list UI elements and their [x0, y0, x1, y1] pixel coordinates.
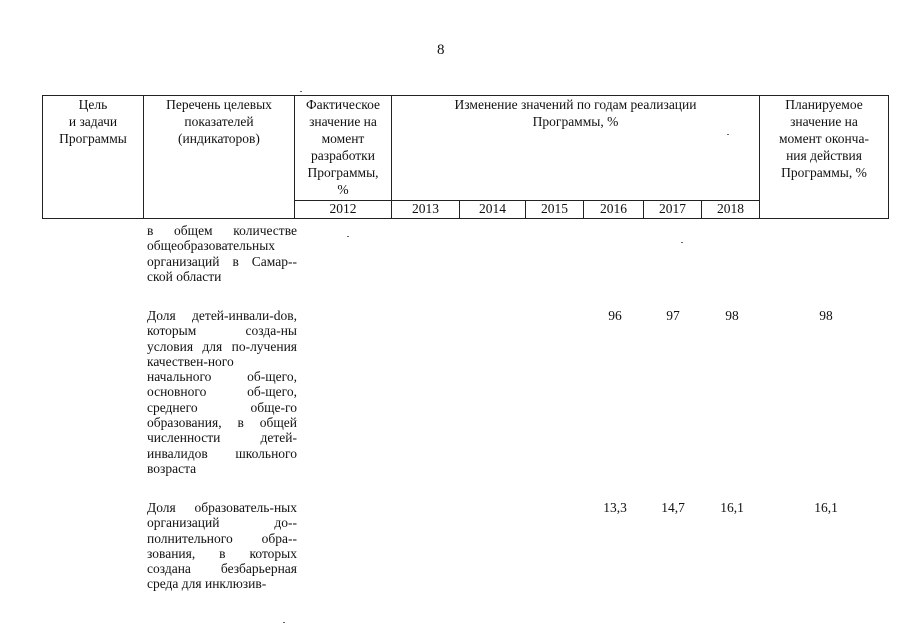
row-indicator-text: Доля детей-инвали-dов, которым созда-ны условия для по-лучения качествен-ного начального об-щего, основного об-щего, среднего обще-го образования, в общей численности детей-инвалидов школьного возраста [147, 308, 297, 476]
value-2016: 96 [608, 308, 622, 323]
header-planned-value: Планируемое значение на момент оконча- ния действия Программы, % [760, 96, 889, 219]
year-2016: 2016 [584, 201, 644, 219]
scan-speck [283, 622, 285, 623]
year-2014: 2014 [460, 201, 526, 219]
year-2018: 2018 [702, 201, 760, 219]
value-2017: 14,7 [661, 500, 685, 515]
year-2015: 2015 [526, 201, 584, 219]
row-indicator-text: в общем количестве общеобразовательных организаций в Самар-ской области [147, 223, 297, 284]
year-2017: 2017 [644, 201, 702, 219]
page-number: 8 [437, 42, 445, 58]
year-2012: 2012 [295, 201, 392, 219]
value-planned: 16,1 [814, 500, 838, 515]
value-2018: 98 [725, 308, 739, 323]
scan-speck [347, 236, 349, 237]
header-actual-value: Фактическое значение на момент разработки Программы, % [295, 96, 392, 201]
year-2013: 2013 [392, 201, 460, 219]
header-table [42, 95, 889, 219]
value-2016: 13,3 [603, 500, 627, 515]
value-planned: 98 [819, 308, 833, 323]
header-goal: Цель и задачи Программы [43, 96, 144, 219]
scan-speck [727, 134, 729, 135]
value-2018: 16,1 [720, 500, 744, 515]
row-indicator-text: Доля образователь-ных организаций до-полнительного обра-зования, в которых создана безбарьерная среда для инклюзив- [147, 500, 297, 592]
header-indicators: Перечень целевых показателей (индикаторов) [144, 96, 295, 219]
scan-speck [300, 91, 302, 92]
scan-speck [681, 242, 683, 243]
header-yearly-change: Изменение значений по годам реализации Программы, % [392, 96, 760, 201]
value-2017: 97 [666, 308, 680, 323]
